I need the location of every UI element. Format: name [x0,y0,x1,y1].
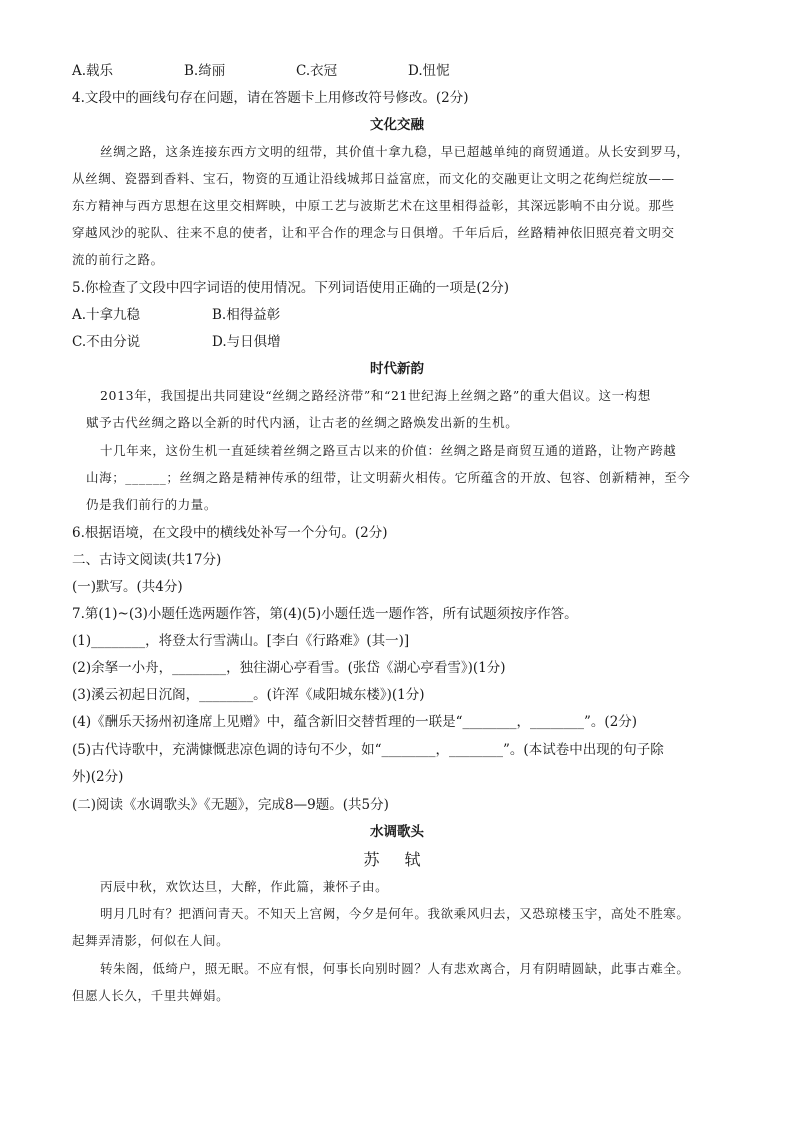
option-d: D.忸怩 [408,63,450,79]
option-b: B.相得益彰 [212,307,281,323]
poem-line: 但愿人长久，千里共婵娟。 [72,988,230,1003]
passage-line: 穿越风沙的驼队、往来不息的使者，让和平合作的理念与日俱增。千年后后，丝路精神依旧照亮着文明交 [72,225,675,240]
poem-line: 明月几时有？把酒问青天。不知天上宫阙，今夕是何年。我欲乘风归去，又恐琼楼玉宇，高处不胜寒。 [100,906,690,921]
option-c: C.衣冠 [296,63,338,79]
passage-line: 十几年来，这份生机一直延续着丝绸之路亘古以来的价值：丝绸之路是商贸互通的道路，让物产跨越 [100,443,677,458]
option-c: C.不由分说 [72,334,141,350]
option-d: D.与日俱增 [212,334,281,350]
poem-line: 转朱阁，低绮户，照无眠。不应有恨，何事长向别时圆？人有悲欢离合，月有阴晴圆缺，此事古难全。 [100,961,690,976]
passage-line: 2013年，我国提出共同建设“丝绸之路经济带”和“21世纪海上丝绸之路”的重大倡议。这一构想 [100,388,651,403]
option-a: A.十拿九稳 [72,307,141,323]
passage-line: 流的前行之路。 [72,252,164,267]
poem-line: 起舞弄清影，何似在人间。 [72,933,230,948]
passage-line: 赋予古代丝绸之路以全新的时代内涵，让古老的丝绸之路焕发出新的生机。 [86,415,519,430]
poem-preface: 丙辰中秋，欢饮达旦，大醉，作此篇，兼怀子由。 [100,879,389,894]
recite-item-2: (2)余拏一小舟，________，独往湖心亭看雪。(张岱《湖心亭看雪》)(1分) [72,660,506,676]
passage-line: 从丝绸、瓷器到香料、宝石，物资的互通让沿线城邦日益富庶，而文化的交融更让文明之花绚烂绽放—— [72,171,675,186]
option-a: A.载乐 [72,63,114,79]
option-b: B.绮丽 [184,63,226,79]
passage-line: 丝绸之路，这条连接东西方文明的纽带，其价值十拿九稳，早已超越单纯的商贸通道。从长安到罗马， [100,144,690,159]
poem-title: 水调歌头 [370,824,424,840]
question-6: 6.根据语境，在文段中的横线处补写一个分句。(2分) [72,525,388,541]
q5-options-row2 [72,333,281,351]
part-2-title: 二、古诗文阅读(共17分) [72,552,222,568]
section-title-era: 时代新韵 [370,361,424,377]
q3-options [72,62,450,80]
recite-item-3: (3)溪云初起日沉阁，________。(许浑《咸阳城东楼》)(1分) [72,687,425,703]
recite-item-5-cont: 外)(2分) [72,769,124,785]
sub-1-title: (一)默写。(共4分) [72,579,183,595]
passage-line: 仍是我们前行的力量。 [86,497,218,512]
sub-2-title: (二)阅读《水调歌头》《无题》，完成8—9题。(共5分) [72,797,389,813]
recite-item-4: (4)《酬乐天扬州初逢席上见赠》中，蕴含新旧交替哲理的一联是“________，________”。(2分) [72,714,638,730]
question-5: 5.你检查了文段中四字词语的使用情况。下列词语使用正确的一项是(2分) [72,280,510,296]
passage-line: 山海；______；丝绸之路是精神传承的纽带，让文明薪火相传。它所蕴含的开放、包容、创新精神，至今 [86,470,691,485]
section-title-culture: 文化交融 [370,117,424,133]
poem-author: 苏 轼 [363,850,431,869]
question-7: 7.第(1)~(3)小题任选两题作答，第(4)(5)小题任选一题作答，所有试题须按序作答。 [72,606,578,622]
recite-item-5: (5)古代诗歌中，充满慷慨悲凉色调的诗句不少，如“________，________”。(本试卷中出现的句子除 [72,742,664,758]
passage-line: 东方精神与西方思想在这里交相辉映，中原工艺与波斯艺术在这里相得益彰，其深远影响不由分说。那些 [72,198,675,213]
recite-item-1: (1)________，将登太行雪满山。[李白《行路难》(其一)] [72,633,410,649]
question-4: 4.文段中的画线句存在问题，请在答题卡上用修改符号修改。(2分) [72,90,469,106]
q5-options-row1 [72,306,280,324]
